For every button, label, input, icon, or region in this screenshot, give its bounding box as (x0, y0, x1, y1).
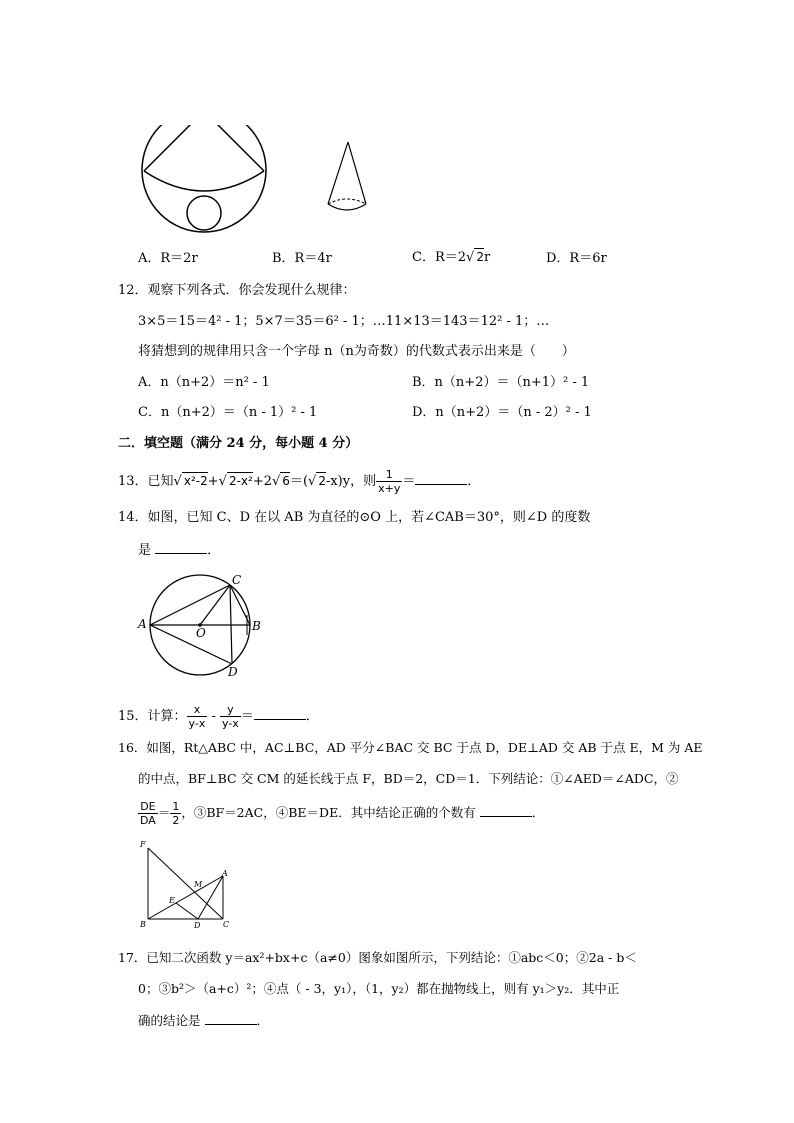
q17-end: ． (256, 1013, 270, 1028)
q11-option-d: D．R＝6r (546, 251, 607, 266)
q13-radical-2: 2-x² (228, 474, 253, 488)
q16-half-num: 1 (172, 800, 180, 813)
q17-line-1: 17．已知二次函数 y＝ax²+bx+c（a≠0）图象如图所示，下列结论：①abc＜0；②2a - b＜ (118, 950, 637, 965)
q16-fraction-de-da (138, 800, 158, 827)
q15-minus: - (207, 709, 221, 724)
q16-label-a: A (222, 869, 228, 878)
q16-eq: ＝ (157, 805, 171, 820)
q16-label-m: M (194, 880, 203, 889)
q11-circle-figure (138, 125, 278, 235)
q16-label-e: E (169, 896, 175, 905)
q13-pre: 13．已知 (118, 474, 174, 489)
q14-label-a: A (138, 617, 147, 631)
q14-line-2 (138, 541, 220, 559)
q12-option-d: D．n（n+2）＝（n - 2）² - 1 (412, 405, 592, 420)
q12-option-b: B．n（n+2）＝（n+1）² - 1 (412, 375, 590, 390)
q15-pre: 15．计算： (118, 709, 187, 724)
q16-fraction-half (170, 800, 181, 827)
q16-fraction-num: DE (138, 800, 158, 814)
q11-option-c: C．R＝2√ 2r (412, 250, 491, 265)
q16-answer-blank[interactable] (480, 804, 532, 817)
q14-end: ． (207, 543, 221, 558)
q12-option-a: A．n（n+2）＝n² - 1 (138, 375, 270, 390)
q15-fraction-2 (220, 703, 241, 730)
q17-answer-blank[interactable] (205, 1012, 257, 1025)
q15-fraction-2-num: y (220, 703, 241, 717)
q15-fraction-2-den: y-x (222, 717, 239, 730)
q16-end: ． (531, 805, 545, 820)
q17-line-2: 0；③b²＞（a+c）²；④点（ - 3，y₁），（1，y₂）都在抛物线上，则有 y₁＞y₂．其中正 (138, 981, 620, 996)
q16-label-c: C (223, 920, 230, 929)
q13-fraction-den: x+y (378, 482, 401, 495)
q11-option-a: A．R＝2r (138, 251, 198, 266)
q15-answer-blank[interactable] (254, 707, 306, 720)
q13-radical-3: 6 (282, 474, 290, 488)
q13-answer-blank[interactable] (415, 472, 467, 485)
q17-line-3 (138, 1012, 269, 1029)
q15-post: ＝ (240, 709, 254, 724)
q16-label-f: F (140, 840, 146, 849)
q16-line-1: 16．如图，Rt△ABC 中，AC⊥BC，AD 平分∠BAC 交 BC 于点 D，DE⊥AD 交 AB 于点 E，M 为 AE (118, 740, 703, 755)
q12-ask: 将猜想到的规律用只含一个字母 n（n为奇数）的代数式表示出来是（ ） (138, 344, 575, 359)
q15 (118, 703, 319, 730)
q12-option-c: C．n（n+2）＝（n - 1）² - 1 (138, 405, 318, 420)
q13-mid: -x)y，则 (325, 474, 377, 489)
q16-rest: ，③BF＝2AC，④BE＝DE．其中结论正确的个数有 (181, 805, 476, 820)
q14-label-c: C (232, 573, 242, 587)
q13: 13．已知√ x²-2+√ 2-x²+2√ 6＝(√ 2-x)y，则 $\frac{1}{x+y}$ ＝ ． (118, 468, 481, 495)
section-2-heading: 二．填空题（满分 24 分，每小题 4 分） (118, 436, 359, 451)
q15-fraction-1 (187, 703, 208, 730)
q16-fraction-den: DA (140, 814, 156, 827)
q13-fraction (376, 468, 402, 495)
q16-half-den: 2 (172, 814, 180, 827)
q13-radical-1: x²-2 (183, 474, 208, 488)
q11-option-c-post: r (483, 250, 491, 265)
q14-line-2-text: 是 (138, 543, 152, 558)
q16-line-3 (138, 800, 544, 827)
q11-option-c-pre: C．R＝2 (412, 250, 467, 265)
q13-plus-1: + (207, 474, 219, 489)
q13-fraction-num: 1 (376, 468, 402, 482)
q13-end: ． (467, 474, 481, 489)
q13-post: ＝ (402, 474, 416, 489)
q14-label-d: D (228, 665, 238, 679)
q16-label-d: D (194, 921, 201, 930)
q13-eq: ＝( (289, 474, 309, 489)
q11-option-b: B．R＝4r (272, 251, 332, 266)
q11-cone-figure (322, 138, 372, 218)
q14-label-o: O (196, 626, 206, 640)
q15-fraction-1-den: y-x (188, 717, 206, 730)
q17-line-3-text: 确的结论是 (138, 1013, 201, 1028)
q14-label-b: B (252, 619, 261, 633)
q12-examples: 3×5＝15＝4² - 1；5×7＝35＝6² - 1；…11×13＝143＝12² - 1；… (138, 314, 550, 329)
q12-stem: 12．观察下列各式．你会发现什么规律： (118, 283, 356, 298)
q13-plus-2: +2 (252, 474, 272, 489)
q15-end: ． (305, 709, 319, 724)
q16-line-2: 的中点，BF⊥BC 交 CM 的延长线于点 F，BD＝2，CD＝1．下列结论：①∠AED＝∠ADC，② (138, 771, 679, 786)
q16-label-b: B (140, 920, 146, 929)
q13-radical-4: 2 (318, 474, 326, 488)
q14-answer-blank[interactable] (155, 541, 207, 554)
q14-line-1: 14．如图，已知 C、D 在以 AB 为直径的⊙O 上，若∠CAB＝30°，则∠D 的度数 (118, 510, 591, 525)
q15-fraction-1-num: x (187, 703, 208, 717)
q11-option-c-radicand: 2 (476, 250, 484, 264)
